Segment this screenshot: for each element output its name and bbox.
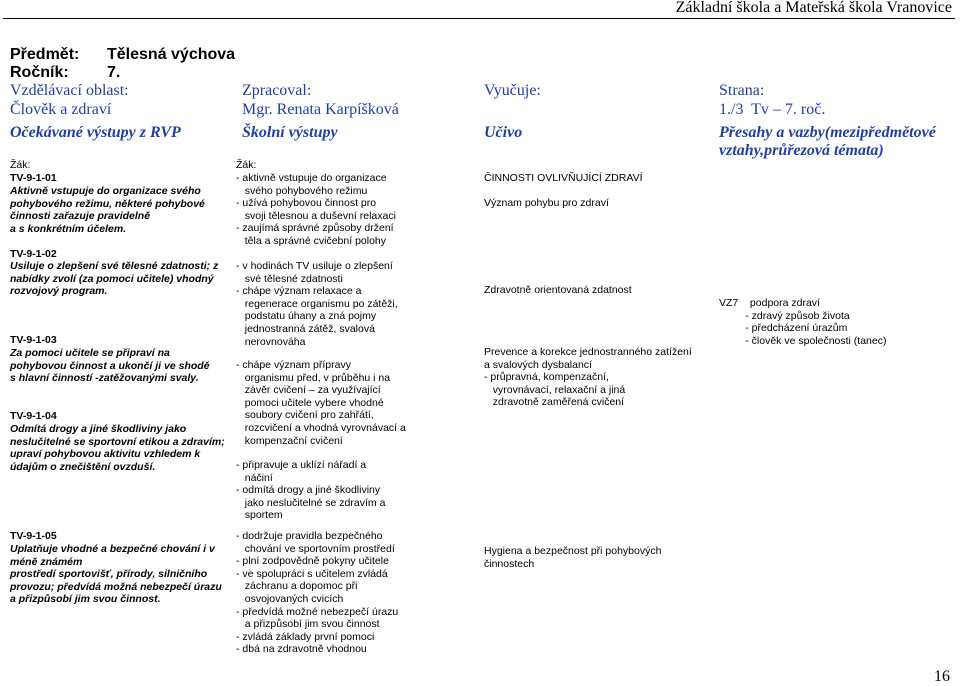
school-outcome-block: - aktivně vstupuje do organizace svého pohybového režimu - užívá pohybovou činnost pro svoji tělesnou a duševní relaxaci - zaujímá správné způsoby držení těla a správné cvičební polohy [236, 172, 396, 247]
header-divider [3, 18, 955, 19]
school-outcome-block: - dodržuje pravidla bezpečného chování ve sportovním prostředí - plní zodpovědně pokyny učitele - ve spolupráci s učitelem zvládá záchranu a dopomoc při osvojovaných cvicích - předvídá možné nebezpečí úrazu a přizpůsobí jim svou činnost - zvládá základy první pomoci - dbá na zdravotně vhodnou [236, 530, 399, 656]
author-label: Zpracoval: [242, 82, 312, 99]
outcome-code: TV-9-1-02 [10, 248, 57, 260]
page-value: 1./3 Tv – 7. roč. [719, 101, 826, 118]
area-value: Člověk a zdraví [10, 101, 112, 118]
outcome-text: Za pomoci učitele se připraví na pohybovou činnost a ukončí ji ve shodě s hlavní činností -zatěžovanými svaly. [10, 347, 210, 385]
column-header-cross-b: vztahy,průřezová témata) [719, 142, 884, 159]
outcome-text: Usiluje o zlepšení své tělesné zdatnosti; z nabídky zvolí (za pomoci učitele) vhodný rozvojový program. [10, 260, 219, 298]
teaches-label: Vyučuje: [484, 82, 541, 99]
outcome-text: Odmítá drogy a jiné škodliviny jako neslučitelné se sportovní etikou a zdravím; upraví pohybovou aktivitu vzhledem k údajům o znečištění ovzduší. [10, 423, 225, 473]
school-outcome-block: - v hodinách TV usiluje o zlepšení své tělesné zdatnosti - chápe význam relaxace a regenerace organismu po zátěži, podstatu úhany a zná pojmy jednostranná zátěž, svalová nerovnováha [236, 260, 398, 348]
author-value: Mgr. Renata Karpíšková [242, 101, 399, 118]
curriculum-item: Prevence a korekce jednostranného zatížení a svalových dysbalancí - průpravná, kompenzační, vyrovnávací, relaxační a jiná zdravotně zaměřená cvičení [484, 346, 692, 409]
curriculum-item: Hygiena a bezpečnost při pohybových činnostech [484, 545, 662, 570]
outcome-code: TV-9-1-04 [10, 410, 57, 422]
curriculum-item: Zdravotně orientovaná zdatnost [484, 284, 632, 296]
outcome-text: Aktivně vstupuje do organizace svého pohybového režimu, některé pohybové činnosti zařazuje pravidelně a s konkrétním účelem. [10, 185, 205, 235]
column-header-cross-a: Přesahy a vazby(mezipředmětové [719, 124, 936, 141]
column-header-school: Školní výstupy [242, 124, 338, 141]
student-label-col1: Žák: [10, 159, 31, 171]
outcome-code: TV-9-1-01 [10, 172, 57, 184]
page-label: Strana: [719, 82, 765, 99]
school-outcome-block: - připravuje a uklízí nářadí a náčiní - odmítá drogy a jiné škodliviny jako neslučitelné se zdravím a sportem [236, 459, 386, 522]
column-header-rvp: Očekávané výstupy z RVP [10, 124, 181, 141]
subject-value: Tělesná výchova [107, 46, 236, 63]
column-header-curriculum: Učivo [484, 124, 523, 141]
subject-label: Předmět: [10, 46, 80, 63]
grade-label: Ročník: [10, 64, 69, 81]
school-name: Základní škola a Mateřská škola Vranovice [675, 0, 952, 16]
school-outcome-block: - chápe význam přípravy organismu před, v průběhu i na závěr cvičení – za využívající pomoci učitele vybere vhodné soubory cvičení pro zahřátí, rozcvičení a vhodná vyrovnávací a kompenzační cvičení [236, 359, 406, 447]
outcome-code: TV-9-1-05 [10, 530, 57, 542]
grade-value: 7. [107, 64, 121, 81]
curriculum-item: Význam pohybu pro zdraví [484, 197, 609, 209]
outcome-text: Uplatňuje vhodné a bezpečné chování i v méně známém prostředí sportovišť, přírody, silničního provozu; předvídá možná nebezpečí úrazu a přizpůsobí jim svou činnost. [10, 543, 222, 606]
outcome-code: TV-9-1-03 [10, 334, 57, 346]
page-number: 16 [934, 668, 950, 685]
student-label-col2: Žák: [236, 159, 257, 171]
crosscurricular-block: VZ7 podpora zdraví - zdravý způsob života - předcházení úrazům - člověk ve společnosti (tanec) [719, 297, 887, 347]
curriculum-heading: ČINNOSTI OVLIVŇUJÍCÍ ZDRAVÍ [484, 172, 643, 184]
area-label: Vzdělávací oblast: [10, 82, 129, 99]
